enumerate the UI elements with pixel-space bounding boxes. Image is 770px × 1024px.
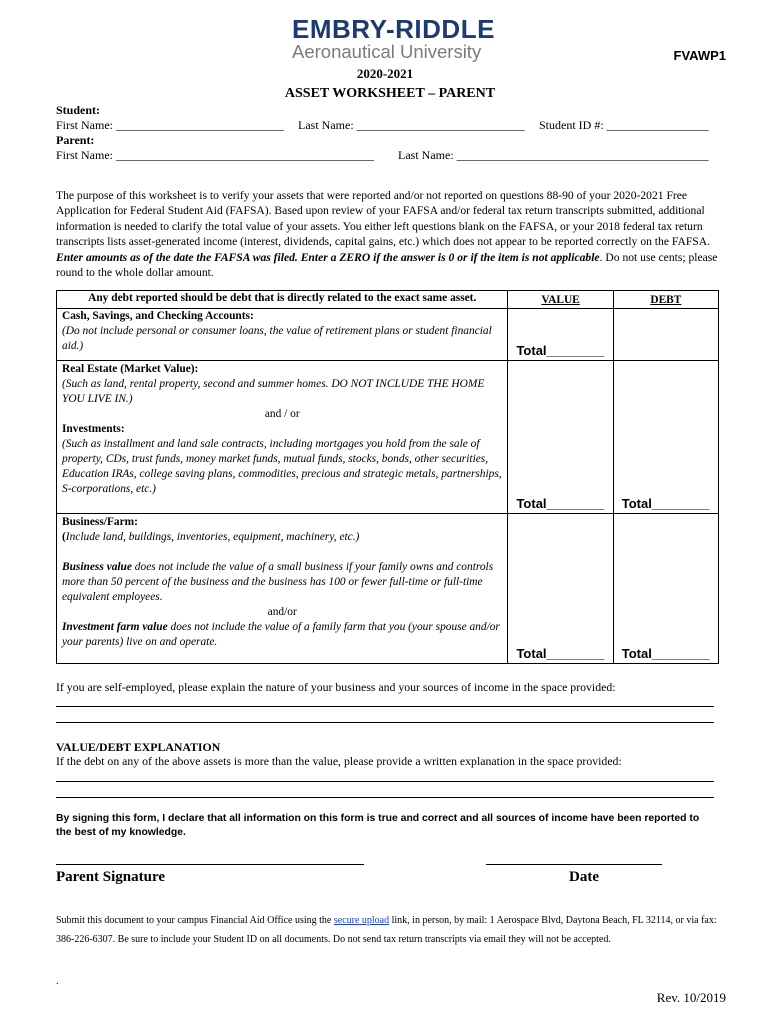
realestate-title: Real Estate (Market Value): bbox=[62, 363, 199, 375]
business-value-lead: Business value bbox=[62, 561, 132, 573]
investments-title: Investments: bbox=[62, 423, 125, 435]
student-id-field[interactable]: Student ID #: _________________ bbox=[539, 118, 709, 132]
asset-table bbox=[56, 290, 719, 664]
farm-value-lead: Investment farm value bbox=[62, 621, 168, 633]
parent-signature-line[interactable] bbox=[56, 864, 364, 865]
business-note: Include land, buildings, inventories, equipment, machinery, etc.) bbox=[65, 531, 360, 543]
page-title: ASSET WORKSHEET – PARENT bbox=[284, 86, 496, 101]
cash-value-total: Total________ bbox=[516, 343, 605, 358]
footer-dot: . bbox=[56, 976, 59, 987]
logo-wordmark-top: EMBRY-RIDDLE bbox=[292, 14, 495, 44]
purpose-emphasis: Enter amounts as of the date the FAFSA was filed. Enter a ZERO if the answer is 0 or if the item is not applicable bbox=[56, 250, 600, 264]
explanation-answer-line-2[interactable] bbox=[56, 797, 714, 798]
business-note-paren: ( bbox=[62, 531, 66, 543]
parent-signature-label: Parent Signature bbox=[56, 869, 166, 885]
investments-value-cell[interactable] bbox=[508, 361, 613, 514]
parent-first-name-field[interactable]: First Name: ___________________________________________ bbox=[56, 148, 374, 162]
purpose-text: The purpose of this worksheet is to verify your assets that were reported and/or not reported on questions 88-90 of your 2020-2021 Free Application for Federal Student Aid (FAFSA). Based upon review of your FAFSA and/or federal tax return transcripts submitted, additional information is needed to clarify the total value of your assets. You either left questions blank on the FAFSA, or your 2018 federal tax return transcripts lists asset-generated income (interest, dividends, capital gains, etc.) which does not appear to be reported correctly on the FAFSA. bbox=[56, 189, 710, 249]
self-employed-answer-line-1[interactable] bbox=[56, 706, 714, 707]
parent-label: Parent: bbox=[56, 133, 95, 147]
self-employed-answer-line-2[interactable] bbox=[56, 722, 714, 723]
student-first-name-field[interactable]: First Name: ____________________________ bbox=[56, 118, 284, 132]
debt-note-header: Any debt reported should be debt that is directly related to the exact same asset. bbox=[57, 291, 508, 309]
footer-text-after: link, in person, by mail: 1 Aerospace Blvd, Daytona Beach, FL 32114, or via fax: 386-226-6307. Be sure to include your Student ID on all documents. Do not send tax return transcripts via email they will not be accepted. bbox=[56, 915, 717, 945]
investments-debt-total: Total________ bbox=[621, 496, 710, 511]
logo-wordmark-bottom: Aeronautical University bbox=[292, 41, 482, 62]
explanation-prompt: If the debt on any of the above assets is more than the value, please provide a written explanation in the space provided: bbox=[56, 754, 622, 768]
cash-row bbox=[57, 309, 719, 361]
footer-text-before: Submit this document to your campus Financial Aid Office using the bbox=[56, 915, 334, 926]
debt-header: DEBT bbox=[613, 291, 718, 309]
realestate-note: (Such as land, rental property, second and summer homes. DO NOT INCLUDE THE HOME YOU LIVE IN.) bbox=[62, 378, 485, 405]
purpose-paragraph bbox=[56, 188, 728, 280]
revision-label: Rev. 10/2019 bbox=[656, 990, 726, 1005]
and-or-separator: and / or bbox=[264, 408, 300, 420]
date-line[interactable] bbox=[486, 864, 662, 865]
value-header: VALUE bbox=[508, 291, 613, 309]
business-title: Business/Farm: bbox=[62, 516, 138, 528]
cash-note: (Do not include personal or consumer loans, the value of retirement plans or student financial aid.) bbox=[62, 325, 492, 352]
business-farm-row bbox=[57, 514, 719, 664]
submission-instructions bbox=[56, 912, 728, 949]
award-year: 2020-2021 bbox=[356, 66, 414, 81]
date-label: Date bbox=[569, 869, 599, 885]
declaration-text: By signing this form, I declare that all information on this form is true and correct and all sources of income have been reported to the best of my knowledge. bbox=[56, 813, 700, 838]
investments-note: (Such as installment and land sale contracts, including mortgages you hold from the sale of property, CDs, trust funds, money market funds, mutual funds, stocks, bonds, other securities, Education IRAs, college saving plans, commodities, precious and strategic metals, partnerships, S-corporations, etc.) bbox=[62, 438, 502, 495]
purpose-tail: . Do not use cents; please round to the whole dollar amount. bbox=[56, 250, 718, 280]
farm-value-text: does not include the value of a family farm that you (your spouse and/or your parents) live on and operate. bbox=[62, 621, 500, 648]
student-label: Student: bbox=[56, 103, 101, 117]
business-value-cell[interactable] bbox=[508, 514, 613, 664]
investments-debt-cell[interactable] bbox=[613, 361, 718, 514]
parent-last-name-field[interactable]: Last Name: __________________________________________ bbox=[398, 148, 709, 162]
business-value-text: does not include the value of a small business if your family owns and controls more than 50 percent of the business and the business has 100 or fewer full-time or full-time equivalent employees. bbox=[62, 561, 494, 603]
cash-debt-cell bbox=[613, 309, 718, 361]
business-debt-cell[interactable] bbox=[613, 514, 718, 664]
self-employed-prompt: If you are self-employed, please explain the nature of your business and your sources of income in the space provided: bbox=[56, 680, 616, 694]
investments-value-total: Total________ bbox=[516, 496, 605, 511]
explanation-answer-line-1[interactable] bbox=[56, 781, 714, 782]
business-value-total: Total________ bbox=[516, 646, 605, 661]
secure-upload-link[interactable]: secure upload bbox=[333, 915, 390, 926]
student-last-name-field[interactable]: Last Name: ____________________________ bbox=[298, 118, 525, 132]
business-debt-total: Total________ bbox=[621, 646, 710, 661]
cash-title: Cash, Savings, and Checking Accounts: bbox=[62, 310, 254, 322]
realestate-investments-row bbox=[57, 361, 719, 514]
form-code: FVAWP1 bbox=[673, 48, 726, 63]
and-or-separator-2: and/or bbox=[267, 606, 297, 618]
university-logo bbox=[292, 16, 508, 62]
cash-value-cell[interactable] bbox=[508, 309, 613, 361]
explanation-title: VALUE/DEBT EXPLANATION bbox=[56, 740, 221, 754]
